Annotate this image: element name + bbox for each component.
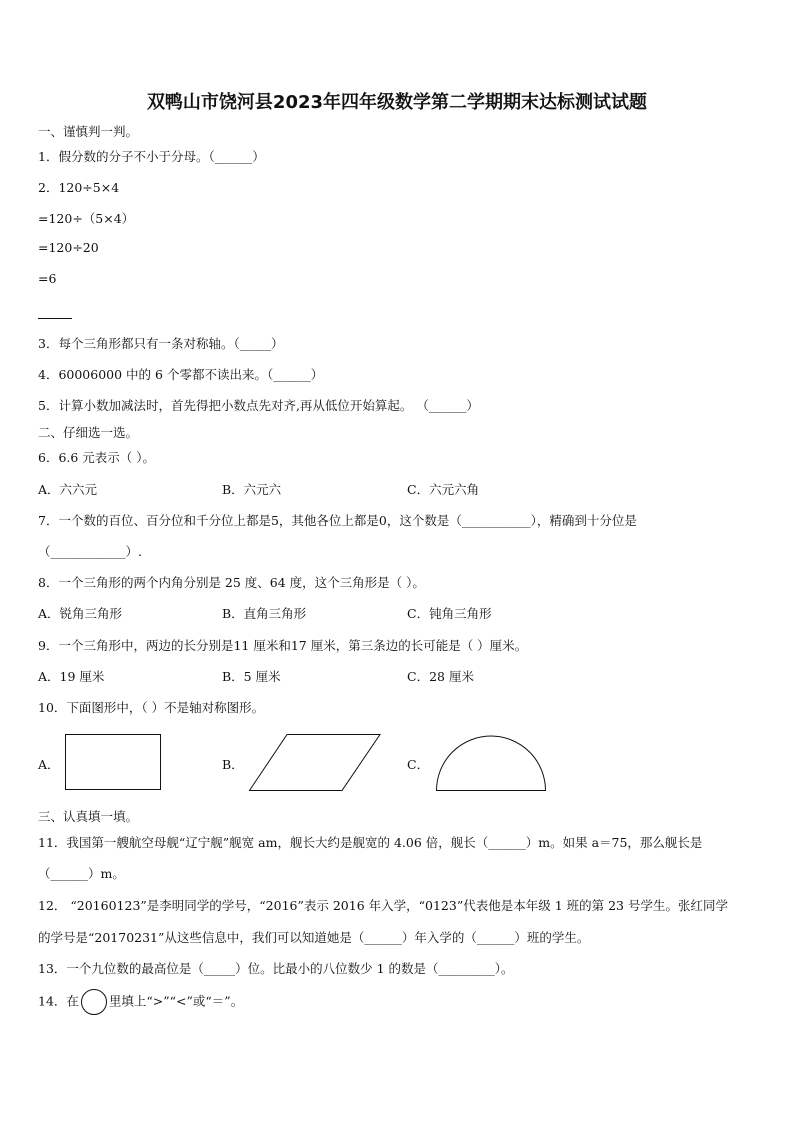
parallelogram-figure: [249, 734, 381, 791]
question-10-option-c: C．: [407, 757, 430, 772]
question-14: [38, 989, 243, 1015]
answer-circle: [81, 989, 107, 1015]
question-9: 9．一个三角形中，两边的长分别是11 厘米和17 厘米，第三条边的长可能是（ ）厘米。: [38, 638, 528, 653]
question-7-line-2: （____________）.: [38, 544, 142, 559]
question-9-option-a: A．19 厘米: [38, 669, 105, 684]
page-title: 双鸭山市饶河县2023年四年级数学第二学期期末达标测试试题: [146, 92, 648, 113]
question-8-option-a: A．锐角三角形: [38, 606, 123, 621]
question-14-suffix: 里填上“>”“<”或“＝”。: [108, 993, 244, 1009]
question-12-line-1: 12． “20160123”是李明同学的学号，“2016”表示 2016 年入学，“0123”代表他是本年级 1 班的第 23 号学生。张红同学: [38, 898, 728, 913]
question-2-line-1: 2．120÷5×4: [38, 180, 120, 195]
section-heading-fill: 三、认真填一填。: [38, 809, 139, 824]
question-13: 13．一个九位数的最高位是（_____）位。比最小的八位数少 1 的数是（_________）。: [38, 961, 514, 976]
question-5: 5．计算小数加减法时，首先得把小数点先对齐,再从低位开始算起。 （______）: [38, 398, 479, 413]
question-3: 3．每个三角形都只有一条对称轴。（_____）: [38, 336, 284, 351]
rectangle-figure: [65, 734, 161, 790]
section-heading-judge: 一、谨慎判一判。: [38, 124, 139, 139]
question-6-option-b: B．六元六: [222, 482, 282, 497]
question-2-line-2: =120÷（5×4）: [38, 211, 135, 226]
semicircle-figure: [436, 735, 546, 791]
question-14-prefix: 14．在: [38, 993, 79, 1009]
question-6-option-c: C．六元六角: [407, 482, 480, 497]
question-8: 8．一个三角形的两个内角分别是 25 度、64 度，这个三角形是（ ）。: [38, 575, 425, 590]
question-10-option-b: B．: [222, 757, 244, 772]
question-2-line-4: =6: [38, 271, 57, 286]
question-2-line-3: =120÷20: [38, 240, 99, 255]
question-6: 6．6.6 元表示（ ）。: [38, 450, 156, 465]
section-heading-choose: 二、仔细选一选。: [38, 425, 139, 440]
question-9-option-b: B．5 厘米: [222, 669, 281, 684]
question-7-line-1: 7．一个数的百位、百分位和千分位上都是5，其他各位上都是0，这个数是（___________），精确到十分位是: [38, 513, 637, 528]
question-4: 4．60006000 中的 6 个零都不读出来。（______）: [38, 367, 324, 382]
question-11-line-1: 11．我国第一艘航空母舰“辽宁舰”舰宽 am，舰长大约是舰宽的 4.06 倍，舰长（______）m。如果 a＝75，那么舰长是: [38, 835, 703, 850]
question-10: 10．下面图形中，（ ）不是轴对称图形。: [38, 700, 265, 715]
question-8-option-b: B．直角三角形: [222, 606, 307, 621]
question-1: 1．假分数的分子不小于分母。（______）: [38, 149, 265, 164]
question-10-option-a: A．: [38, 757, 60, 772]
question-11-line-2: （______）m。: [38, 866, 125, 881]
question-9-option-c: C．28 厘米: [407, 669, 474, 684]
question-8-option-c: C．钝角三角形: [407, 606, 492, 621]
question-6-option-a: A．六六元: [38, 482, 98, 497]
question-12-line-2: 的学号是“20170231”从这些信息中，我们可以知道她是（______）年入学的（______）班的学生。: [38, 930, 590, 945]
answer-blank-line: [38, 318, 72, 319]
